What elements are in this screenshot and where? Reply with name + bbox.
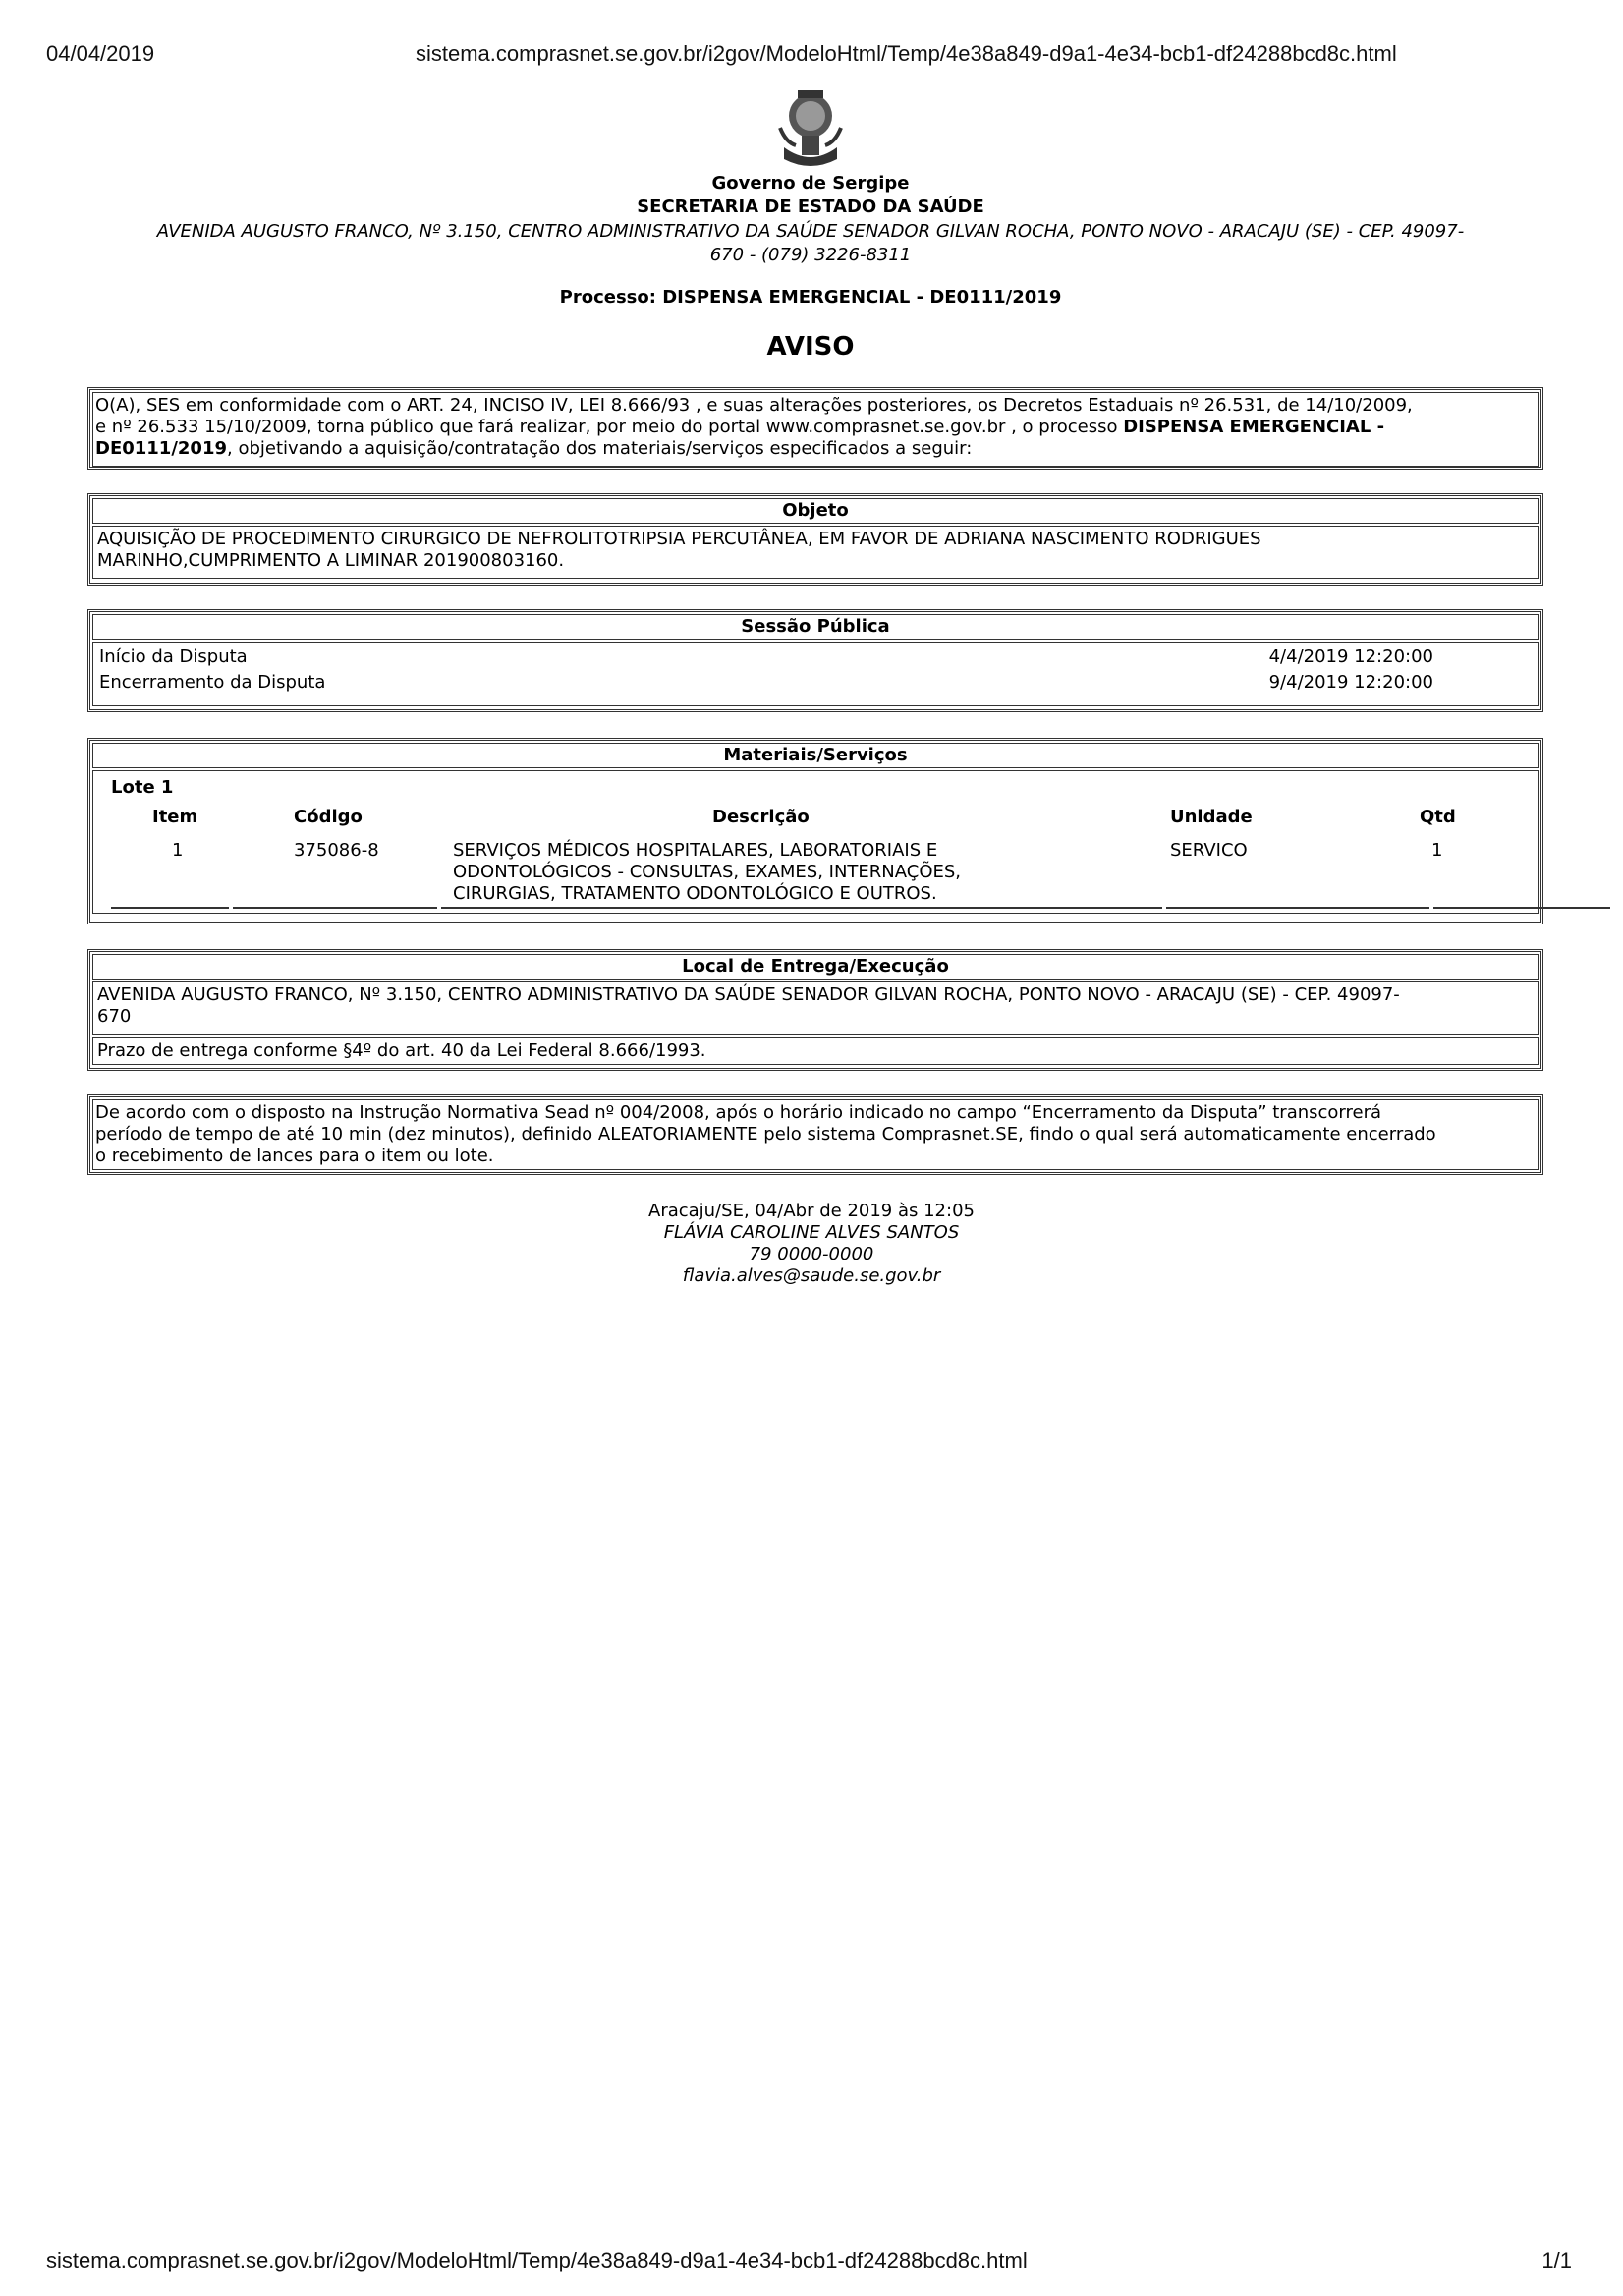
row-descricao-line2: ODONTOLÓGICOS - CONSULTAS, EXAMES, INTERNAÇÕES, — [453, 862, 962, 882]
objeto-line1: AQUISIÇÃO DE PROCEDIMENTO CIRURGICO DE NEFROLITOTRIPSIA PERCUTÂNEA, EM FAVOR DE ADRIANA NASCIMENTO RODRIGUES — [97, 529, 1261, 549]
header-address-line1: AVENIDA AUGUSTO FRANCO, Nº 3.150, CENTRO ADMINISTRATIVO DA SAÚDE SENADOR GILVAN ROCHA, PONTO NOVO - ARACAJU (SE) - CEP. 49097- — [156, 221, 1465, 242]
intro-line2 — [95, 417, 1536, 438]
materiais-section — [87, 738, 1543, 924]
header-address-line2: 670 - (079) 3226-8311 — [709, 245, 912, 265]
processo-title: Processo: DISPENSA EMERGENCIAL - DE0111/2019 — [559, 287, 1062, 308]
intro-text — [92, 392, 1539, 467]
local-title: Local de Entrega/Execução — [92, 954, 1539, 980]
print-footer-url: sistema.comprasnet.se.gov.br/i2gov/ModeloHtml/Temp/4e38a849-d9a1-4e34-bcb1-df24288bcd8c.html — [46, 2248, 1028, 2272]
column-divider — [111, 907, 229, 909]
intro-line3-bold: DE0111/2019 — [95, 438, 228, 459]
lote-label: Lote 1 — [111, 777, 174, 798]
secretariat-name: SECRETARIA DE ESTADO DA SAÚDE — [637, 196, 984, 217]
header-address — [88, 220, 1533, 267]
intro-line2-bold: DISPENSA EMERGENCIAL - — [1123, 417, 1385, 437]
print-header-url: sistema.comprasnet.se.gov.br/i2gov/ModeloHtml/Temp/4e38a849-d9a1-4e34-bcb1-df24288bcd8c.html — [416, 41, 1397, 66]
column-divider — [1166, 907, 1429, 909]
column-header-unidade: Unidade — [1170, 807, 1253, 827]
local-section — [87, 949, 1543, 1071]
materiais-title: Materiais/Serviços — [92, 743, 1539, 768]
nota-line2: período de tempo de até 10 min (dez minutos), definido ALEATORIAMENTE pelo sistema Comprasnet.SE, findo o qual será automaticamente encerrado — [95, 1124, 1436, 1145]
state-coat-of-arms-icon — [776, 88, 845, 167]
row-descricao — [453, 840, 961, 905]
row-descricao-line1: SERVIÇOS MÉDICOS HOSPITALARES, LABORATORIAIS E — [453, 840, 938, 861]
column-divider — [1433, 907, 1610, 909]
nota-line3: o recebimento de lances para o item ou lote. — [95, 1146, 494, 1166]
print-date: 04/04/2019 — [46, 41, 155, 66]
sessao-title: Sessão Pública — [92, 614, 1539, 640]
signature-name: FLÁVIA CAROLINE ALVES SANTOS — [663, 1222, 960, 1243]
signature-email: flavia.alves@saude.se.gov.br — [682, 1265, 941, 1286]
row-qtd: 1 — [1431, 840, 1443, 861]
objeto-line2: MARINHO,CUMPRIMENTO A LIMINAR 201900803160. — [97, 550, 565, 571]
objeto-section — [87, 493, 1543, 586]
government-name: Governo de Sergipe — [711, 173, 910, 194]
row-item: 1 — [172, 840, 184, 861]
intro-box — [87, 387, 1543, 470]
print-page-number: 1/1 — [1541, 2248, 1572, 2272]
objeto-text — [92, 526, 1539, 579]
column-header-descricao: Descrição — [712, 807, 810, 827]
sessao-value: 4/4/2019 12:20:00 — [1268, 646, 1433, 667]
signature-place-date: Aracaju/SE, 04/Abr de 2019 às 12:05 — [648, 1201, 975, 1221]
nota-box — [87, 1094, 1543, 1175]
intro-line3-text: , objetivando a aquisição/contratação dos materiais/serviços especificados a seguir: — [227, 438, 973, 459]
local-address-line1: AVENIDA AUGUSTO FRANCO, Nº 3.150, CENTRO ADMINISTRATIVO DA SAÚDE SENADOR GILVAN ROCHA, PONTO NOVO - ARACAJU (SE) - CEP. 49097- — [97, 984, 1400, 1005]
nota-line1: De acordo com o disposto na Instrução Normativa Sead nº 004/2008, após o horário indicado no campo “Encerramento da Disputa” transcorrerá — [95, 1102, 1382, 1123]
objeto-title: Objeto — [92, 498, 1539, 524]
column-divider — [441, 907, 1162, 909]
sessao-row-encerramento — [99, 672, 1532, 698]
sessao-section — [87, 609, 1543, 712]
column-divider — [233, 907, 437, 909]
local-address — [92, 981, 1539, 1035]
column-header-qtd: Qtd — [1420, 807, 1456, 827]
row-unidade: SERVICO — [1170, 840, 1248, 861]
row-codigo: 375086-8 — [294, 840, 379, 861]
intro-line3 — [95, 438, 1536, 460]
sessao-label: Início da Disputa — [99, 646, 248, 667]
sessao-row-inicio — [99, 646, 1532, 672]
intro-line2-text: e nº 26.533 15/10/2009, torna público que fará realizar, por meio do portal www.comprasnet.se.gov.br , o processo — [95, 417, 1124, 437]
sessao-value: 9/4/2019 12:20:00 — [1268, 672, 1433, 693]
sessao-content — [92, 642, 1539, 706]
page-title: AVISO — [766, 332, 855, 362]
row-descricao-line3: CIRURGIAS, TRATAMENTO ODONTOLÓGICO E OUTROS. — [453, 883, 937, 904]
column-header-item: Item — [152, 807, 198, 827]
column-header-codigo: Código — [294, 807, 363, 827]
materiais-table — [92, 770, 1539, 914]
nota-text — [92, 1099, 1539, 1170]
local-prazo: Prazo de entrega conforme §4º do art. 40 da Lei Federal 8.666/1993. — [92, 1037, 1539, 1065]
sessao-label: Encerramento da Disputa — [99, 672, 326, 693]
local-address-line2: 670 — [97, 1006, 132, 1027]
intro-line1: O(A), SES em conformidade com o ART. 24, INCISO IV, LEI 8.666/93 , e suas alterações posteriores, os Decretos Estaduais nº 26.531, de 14/10/2009, — [95, 395, 1413, 416]
signature-phone: 79 0000-0000 — [749, 1244, 874, 1264]
